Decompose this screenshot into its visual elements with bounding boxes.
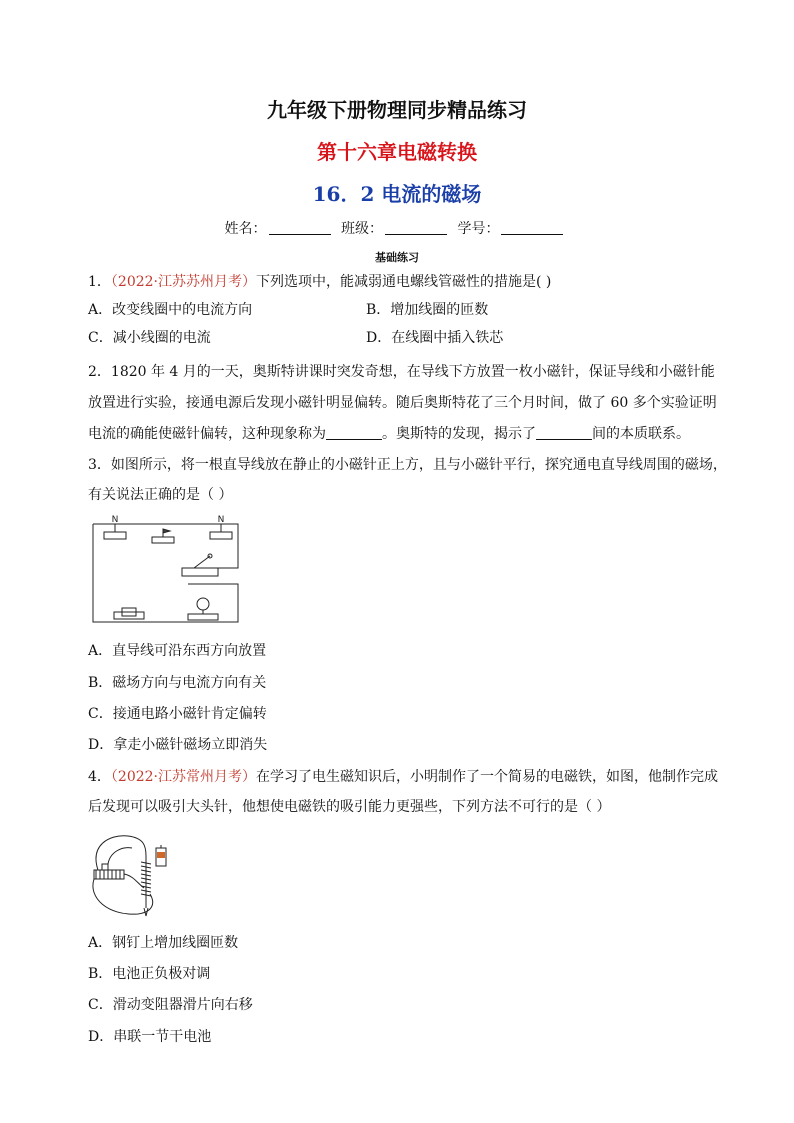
- figure-label-n-right: N: [217, 515, 225, 525]
- q2-line-3a: 电流的确能使磁针偏转，这种现象称为: [88, 426, 326, 442]
- q4-option-a[interactable]: A．钢钉上增加线圈匝数: [88, 935, 239, 951]
- q3-option-c[interactable]: C．接通电路小磁针肯定偏转: [88, 706, 267, 722]
- name-blank[interactable]: [269, 220, 331, 235]
- section-heading: 基础练习: [375, 251, 419, 264]
- oersted-circuit-figure: [88, 512, 248, 632]
- q4-option-d[interactable]: D．串联一节干电池: [88, 1029, 212, 1045]
- q4-line-2: 后发现可以吸引大头针，他想使电磁铁的吸引能力更强些，下列方法不可行的是（ ）: [88, 799, 611, 815]
- name-label: 姓名：: [224, 221, 267, 237]
- q4-source: （2022·江苏常州月考）: [110, 769, 257, 785]
- q2-line-1: 2．1820 年 4 月的一天，奥斯特讲课时突发奇想，在导线下方放置一枚小磁针，保证导线和小磁针能: [88, 364, 715, 380]
- q1-option-c[interactable]: C．减小线圈的电流: [88, 330, 211, 346]
- id-blank[interactable]: [501, 220, 563, 235]
- student-info-line: [0, 218, 794, 238]
- section-title: 16．2 电流的磁场: [312, 182, 482, 206]
- id-label: 学号：: [457, 221, 500, 237]
- q4-option-b[interactable]: B．电池正负极对调: [88, 966, 211, 982]
- electromagnet-figure: [88, 826, 172, 922]
- q4-line-1: [88, 767, 718, 787]
- q2-line-3: [88, 424, 690, 444]
- q4-option-c[interactable]: C．滑动变阻器滑片向右移: [88, 997, 253, 1013]
- q4-text-1: 在学习了电生磁知识后，小明制作了一个简易的电磁铁，如图，他制作完成: [256, 769, 719, 785]
- figure-label-n-left: N: [111, 515, 119, 525]
- q2-line-2: 放置进行实验，接通电源后发现小磁针明显偏转。随后奥斯特花了三个月时间，做了 60 多个实验证明: [88, 395, 717, 411]
- q2-blank-2[interactable]: [536, 425, 592, 440]
- q1-option-b[interactable]: B．增加线圈的匝数: [366, 302, 489, 318]
- class-blank[interactable]: [385, 220, 447, 235]
- q3-line-2: 有关说法正确的是（ ）: [88, 487, 233, 503]
- q3-option-d[interactable]: D．拿走小磁针磁场立即消失: [88, 737, 268, 753]
- worksheet-title: 九年级下册物理同步精品练习: [267, 98, 527, 122]
- q3-option-a[interactable]: A．直导线可沿东西方向放置: [88, 643, 267, 659]
- chapter-title: 第十六章电磁转换: [317, 140, 477, 164]
- q2-blank-1[interactable]: [326, 425, 382, 440]
- q3-line-1: 3．如图所示，将一根直导线放在静止的小磁针正上方，且与小磁针平行，探究通电直导线周围的磁场，: [88, 457, 727, 473]
- q1-text: 下列选项中，能减弱通电螺线管磁性的措施是( ): [256, 274, 552, 290]
- q2-line-3c: 间的本质联系。: [592, 426, 690, 442]
- q1-option-a[interactable]: A．改变线圈中的电流方向: [88, 302, 253, 318]
- q1-stem: [88, 272, 551, 292]
- q1-source: （2022·江苏苏州月考）: [110, 274, 257, 290]
- q4-number: 4．: [88, 769, 111, 785]
- q1-number: 1．: [88, 274, 111, 290]
- q2-line-3b: 。奥斯特的发现，揭示了: [382, 426, 536, 442]
- q3-option-b[interactable]: B．磁场方向与电流方向有关: [88, 675, 267, 691]
- class-label: 班级：: [341, 221, 383, 237]
- q1-option-d[interactable]: D．在线圈中插入铁芯: [366, 330, 504, 346]
